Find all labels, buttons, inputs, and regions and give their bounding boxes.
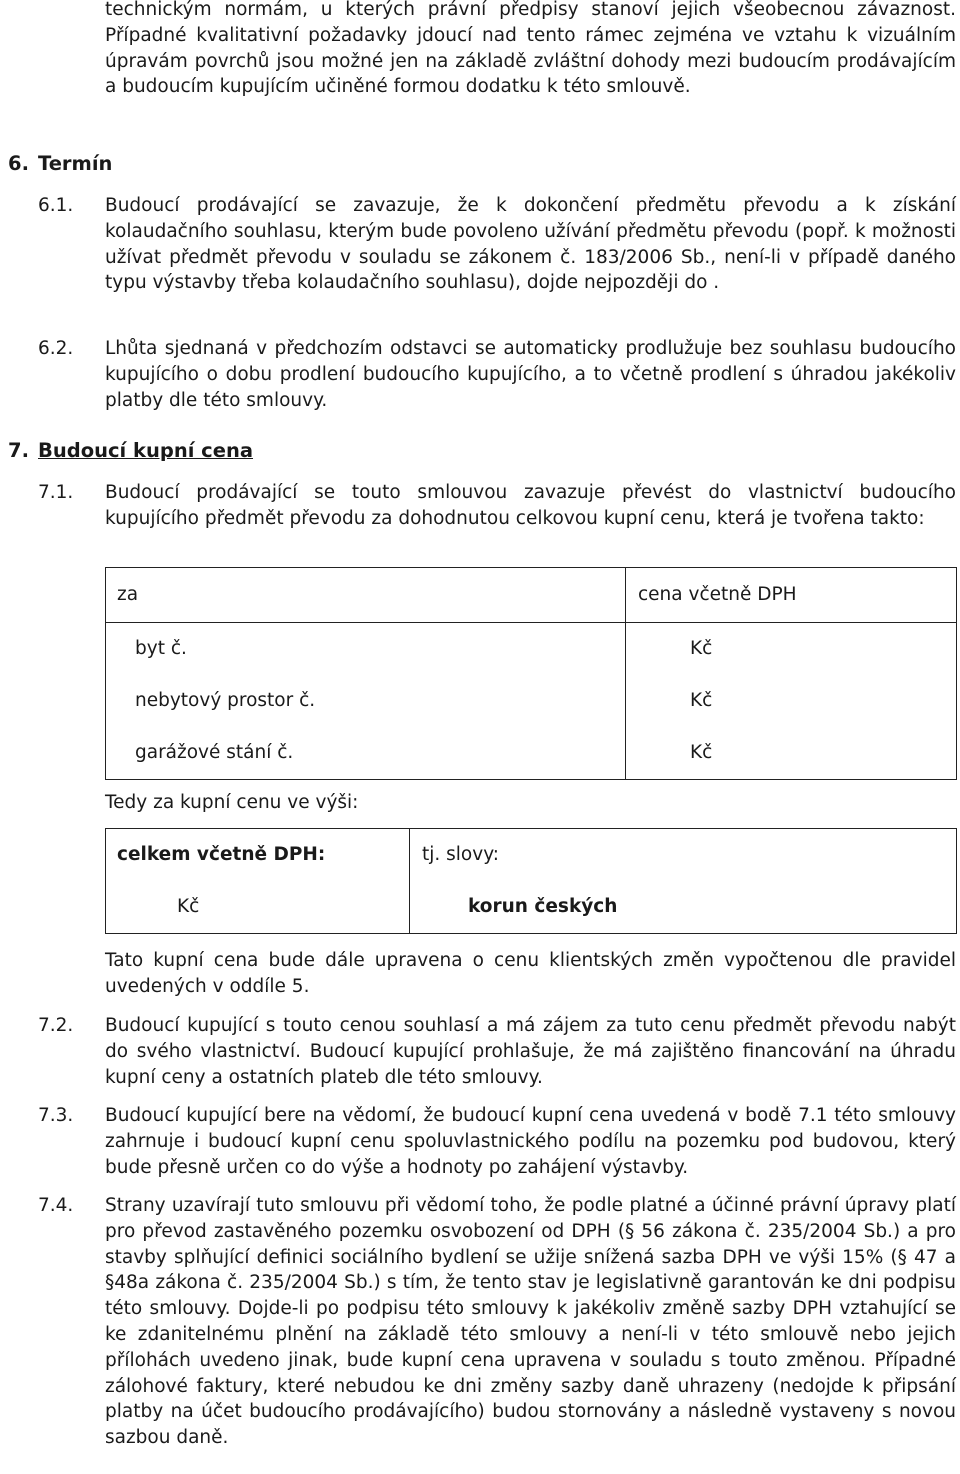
price-table-body <box>106 623 957 780</box>
price-header-right: cena včetně DPH <box>626 568 957 623</box>
total-table <box>105 828 957 934</box>
total-label: celkem včetně DPH: <box>117 844 326 865</box>
price-header-left: za <box>106 568 626 623</box>
intro-paragraph: technickým normám, u kterých právní předpisy stanoví jejich všeobecnou závaznost. Případné kvalitativní požadavky jdoucí nad tento rámec zejména ve vztahu k vizuálním úpravám povrchů jsou možné jen na základě zvláštní dohody mezi budoucím prodávajícím a budoucím kupujícím učiněné formou dodatku k této smlouvě. <box>105 0 956 98</box>
section-7-heading <box>8 438 253 464</box>
price-row-label: nebytový prostor č. <box>135 690 316 711</box>
item-6-1-text: Budoucí prodávající se zavazuje, že k dokončení předmětu převodu a k získání kolaudačního souhlasu, kterým bude povoleno užívání předmětu převodu (popř. k možnosti užívat předmět převodu v souladu se zákonem č. 183/2006 Sb., není-li v případě daného typu výstavby třeba kolaudačního souhlasu), dojde nejpozději do . <box>105 195 956 294</box>
item-7-3-text: Budoucí kupující bere na vědomí, že budoucí kupní cena uvedená v bodě 7.1 této smlouvy zahrnuje i budoucí kupní cenu spoluvlastnického podílu na pozemku pod budovou, který bude přesně určen co do výše a hodnoty po zahájení výstavby. <box>105 1105 956 1178</box>
item-6-2-text: Lhůta sjednaná v předchozím odstavci se automaticky prodlužuje bez souhlasu budoucího kupujícího o dobu prodlení budoucího kupujícího, a to včetně prodlení s úhradou jakékoliv platby dle této smlouvy. <box>105 338 956 411</box>
item-7-4-text: Strany uzavírají tuto smlouvu při vědomí toho, že podle platné a účinné právní úpravy platí pro převod zastavěného pozemku osvobození od DPH (§ 56 zákona č. 235/2004 Sb.) a pro stavby splňující definici sociálního bydlení se užije snížená sazba DPH ve výši 15% (§ 47 a §48a zákona č. 235/2004 Sb.) s tím, že tento stav je legislativně garantován ke dni podpisu této smlouvy. Dojde-li po podpisu této smlouvy k jakékoliv změně sazby DPH vztahující se ke zdanitelnému plnění na základě této smlouvy a není-li v této smlouvě nebo jejich přílohách uvedeno jinak, bude kupní cena upravena v souladu s touto změnou. Případné zálohové faktury, které nebudou ke dni změny sazby daně uhrazeny (nedojde k připsání platby na účet budoucího prodávajícího) budou stornovány a následně vystaveny s novou sazbou daně. <box>105 1195 956 1449</box>
total-words-label: tj. slovy: <box>422 844 500 865</box>
price-labels-cell <box>106 623 626 780</box>
item-7-3-number: 7.3. <box>38 1105 74 1126</box>
price-row-value: Kč <box>690 638 713 659</box>
section-6-title: Termín <box>38 152 113 175</box>
total-right-cell <box>410 829 957 934</box>
section-7-title: Budoucí kupní cena <box>38 439 254 462</box>
price-row-label: garážové stání č. <box>135 742 294 763</box>
price-row-label: byt č. <box>135 638 187 659</box>
section-6-number: 6. <box>8 152 29 175</box>
total-row <box>106 829 957 934</box>
item-6-2-number: 6.2. <box>38 338 74 359</box>
price-row-value: Kč <box>690 742 713 763</box>
total-currency: Kč <box>177 896 200 917</box>
adjust-note: Tato kupní cena bude dále upravena o cenu klientských změn vypočtenou dle pravidel uvedených v oddíle 5. <box>105 950 956 997</box>
price-table <box>105 567 957 780</box>
price-table-header <box>106 568 957 623</box>
total-left-cell <box>106 829 410 934</box>
item-7-4-number: 7.4. <box>38 1195 74 1216</box>
section-6-heading <box>8 151 112 177</box>
item-7-2-number: 7.2. <box>38 1015 74 1036</box>
item-6-1-number: 6.1. <box>38 195 74 216</box>
price-values-cell <box>626 623 957 780</box>
item-7-1-text: Budoucí prodávající se touto smlouvou zavazuje převést do vlastnictví budoucího kupujícího předmět převodu za dohodnutou celkovou kupní cenu, která je tvořena takto: <box>105 482 956 529</box>
item-7-2-text: Budoucí kupující s touto cenou souhlasí a má zájem za tuto cenu předmět převodu nabýt do svého vlastnictví. Budoucí kupující prohlašuje, že má zajištěno financování na úhradu kupní ceny a ostatních plateb dle této smlouvy. <box>105 1015 956 1088</box>
section-7-number: 7. <box>8 439 29 462</box>
item-7-1-number: 7.1. <box>38 482 74 503</box>
price-row-value: Kč <box>690 690 713 711</box>
total-intro: Tedy za kupní cenu ve výši: <box>105 792 359 813</box>
total-words-value: korun českých <box>468 896 618 917</box>
